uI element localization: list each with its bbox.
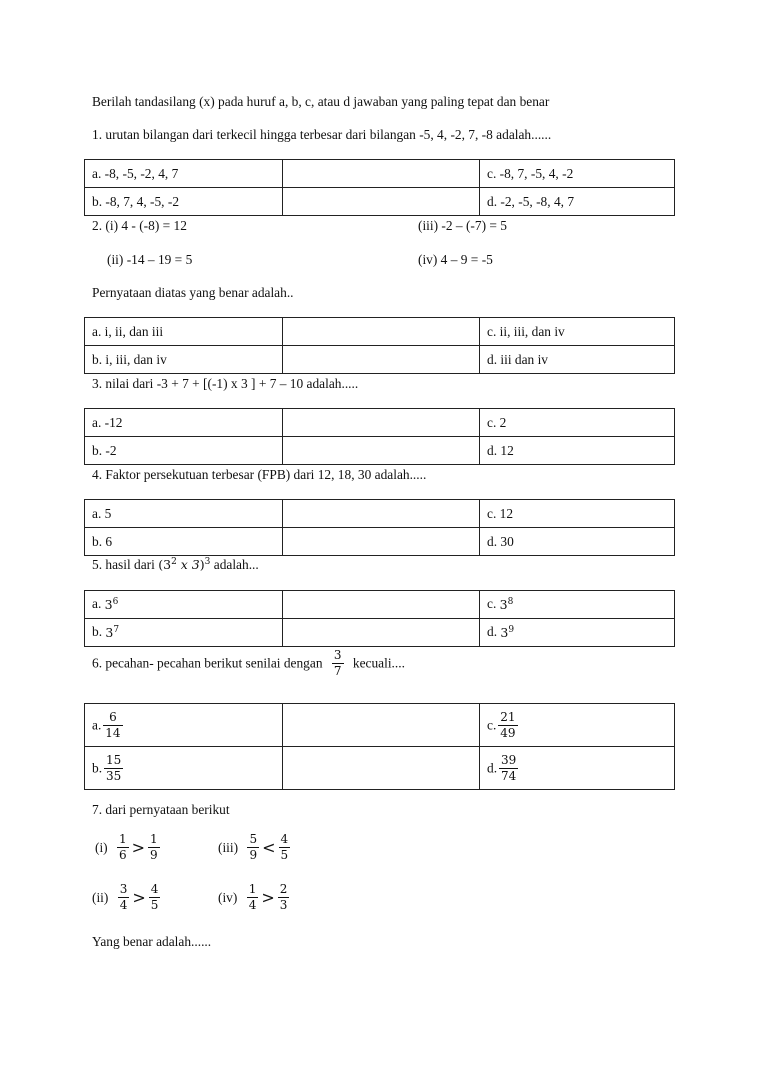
q6-option-a[interactable]: a. $\frac{6}{14}$ — [85, 704, 283, 747]
q3-option-d[interactable]: d. 12 — [480, 437, 675, 465]
question-7: 7. dari pernyataan berikut — [92, 802, 230, 817]
q3-option-a[interactable]: a. -12 — [85, 409, 283, 437]
question-4: 4. Faktor persekutuan terbesar (FPB) dari 12, 18, 30 adalah..... — [92, 467, 427, 482]
q3-option-c[interactable]: c. 2 — [480, 409, 675, 437]
question-1: 1. urutan bilangan dari terkecil hingga terbesar dari bilangan -5, 4, -2, 7, -8 adalah...... — [92, 127, 552, 142]
empty-cell — [283, 160, 480, 188]
q2-option-c[interactable]: c. ii, iii, dan iv — [480, 318, 675, 346]
q5-option-b[interactable]: b. $3^7$ — [85, 619, 283, 647]
q2-option-a[interactable]: a. i, ii, dan iii — [85, 318, 283, 346]
q6-option-c[interactable]: c. $\frac{21}{49}$ — [480, 704, 675, 747]
empty-cell — [283, 409, 480, 437]
empty-cell — [283, 619, 480, 647]
q1-option-d[interactable]: d. -2, -5, -8, 4, 7 — [480, 188, 675, 216]
q6-option-b[interactable]: b. $\frac{15}{35}$ — [85, 747, 283, 790]
empty-cell — [283, 528, 480, 556]
empty-cell — [283, 704, 480, 747]
q3-options-table — [84, 408, 675, 465]
question-5 — [92, 557, 259, 573]
q7-closing: Yang benar adalah...... — [92, 934, 212, 949]
q1-options-table — [84, 159, 675, 216]
q2-statement-iii: (iii) -2 – (-7) = 5 — [418, 218, 507, 233]
question-3: 3. nilai dari -3 + 7 + [(-1) x 3 ] + 7 – 10 adalah..... — [92, 376, 359, 391]
q2-statement-ii: (ii) -14 – 19 = 5 — [107, 252, 193, 267]
q6-fraction: $\frac{3}{7}$ — [333, 648, 342, 678]
empty-cell — [283, 500, 480, 528]
q2-statement-i: 2. (i) 4 - (-8) = 12 — [92, 218, 187, 233]
instruction: Berilah tandasilang (x) pada huruf a, b, c, atau d jawaban yang paling tepat dan benar — [92, 94, 550, 109]
q6-option-d[interactable]: d. $\frac{39}{74}$ — [480, 747, 675, 790]
q1-option-b[interactable]: b. -8, 7, 4, -5, -2 — [85, 188, 283, 216]
q2-options-table — [84, 317, 675, 374]
q2-option-d[interactable]: d. iii dan iv — [480, 346, 675, 374]
q5-expression: ($3^2$ x 3)$^3$ — [158, 557, 211, 573]
q6-options-table — [84, 703, 675, 790]
q7-statement-ii: (ii) $\frac{3}{4}$ > $\frac{4}{5}$ — [92, 882, 159, 912]
q5-prefix: 5. hasil dari — [92, 557, 155, 573]
question-6 — [92, 648, 405, 679]
q1-option-c[interactable]: c. -8, 7, -5, 4, -2 — [480, 160, 675, 188]
q6-suffix: kecuali.... — [352, 655, 405, 671]
q3-option-b[interactable]: b. -2 — [85, 437, 283, 465]
q6-prefix: 6. pecahan- pecahan berikut senilai dengan — [92, 655, 323, 671]
q7-statement-iii: (iii) $\frac{5}{9}$ < $\frac{4}{5}$ — [218, 832, 289, 862]
q4-option-a[interactable]: a. 5 — [85, 500, 283, 528]
empty-cell — [283, 747, 480, 790]
q4-option-b[interactable]: b. 6 — [85, 528, 283, 556]
empty-cell — [283, 346, 480, 374]
q5-suffix: adalah... — [213, 557, 259, 573]
q4-options-table — [84, 499, 675, 556]
empty-cell — [283, 318, 480, 346]
q2-statement-iv: (iv) 4 – 9 = -5 — [418, 252, 493, 267]
q5-option-d[interactable]: d. $3^9$ — [480, 619, 675, 647]
q4-option-d[interactable]: d. 30 — [480, 528, 675, 556]
q7-statement-i: (i) $\frac{1}{6}$ > $\frac{1}{9}$ — [95, 832, 158, 862]
q5-option-a[interactable]: a. $3^6$ — [85, 591, 283, 619]
q2-option-b[interactable]: b. i, iii, dan iv — [85, 346, 283, 374]
q4-option-c[interactable]: c. 12 — [480, 500, 675, 528]
empty-cell — [283, 591, 480, 619]
q5-option-c[interactable]: c. $3^8$ — [480, 591, 675, 619]
q1-option-a[interactable]: a. -8, -5, -2, 4, 7 — [85, 160, 283, 188]
q5-options-table — [84, 590, 675, 647]
q7-statement-iv: (iv) $\frac{1}{4}$ > $\frac{2}{3}$ — [218, 882, 288, 912]
empty-cell — [283, 188, 480, 216]
question-2: Pernyataan diatas yang benar adalah.. — [92, 285, 294, 300]
empty-cell — [283, 437, 480, 465]
